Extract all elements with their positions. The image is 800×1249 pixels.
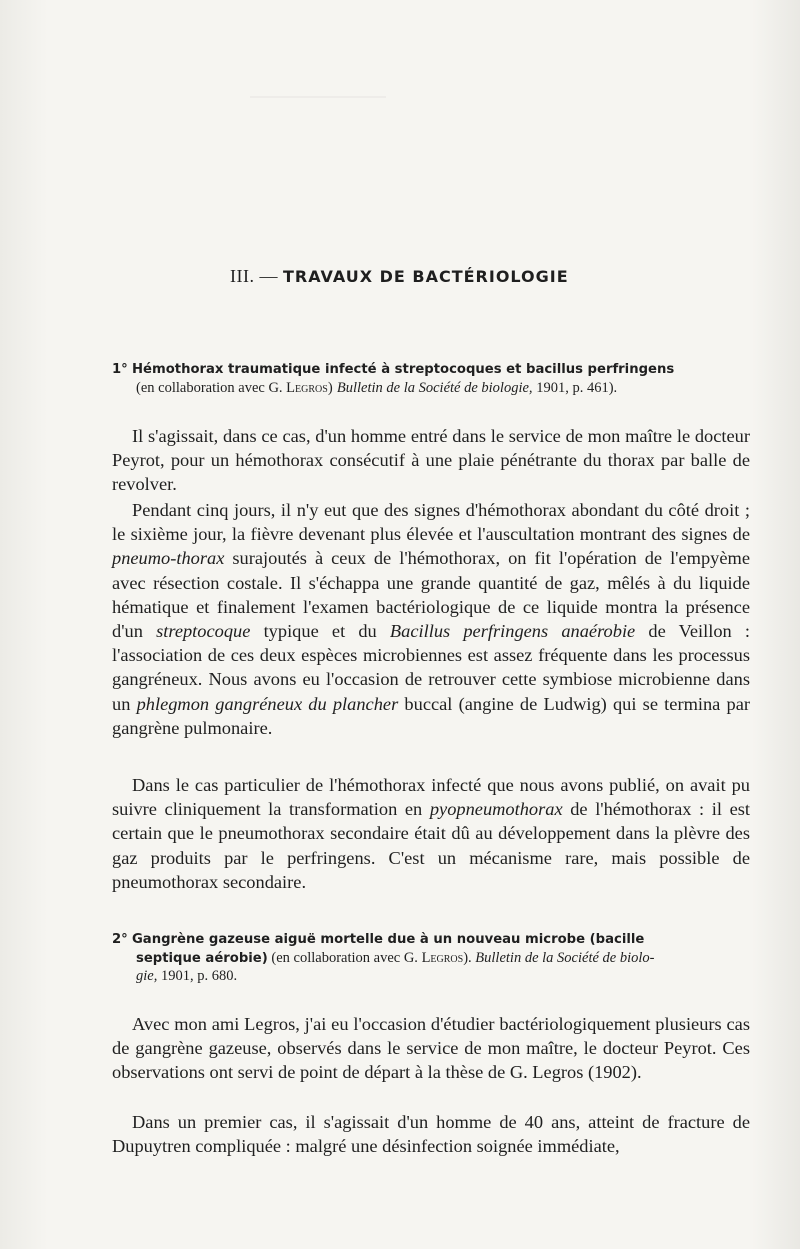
entry-1-collab-suffix: ) [327, 380, 333, 396]
entry-1-collab-prefix: (en collaboration avec G. [136, 380, 287, 396]
p2-text-e: typique et du [250, 621, 390, 642]
entry-2-paragraph-1 [112, 1012, 750, 1085]
entry-2-heading-line-2 [136, 950, 654, 967]
entry-1-paragraph-1-text: Il s'agissait, dans ce cas, d'un homme entré dans le service de mon maître le docteur Peyrot, pour un hémothorax consécutif à une plaie pénétrante du thorax par balle de revolver. [112, 426, 750, 495]
entry-1-title: Hémothorax traumatique infecté à streptocoques et bacillus perfringens [131, 362, 675, 377]
entry-1-ref: 1901, p. 461). [532, 380, 618, 396]
entry-1-paragraph-1 [112, 424, 750, 497]
entry-1-journal: Bulletin de la Société de biologie, [336, 380, 533, 396]
entry-2-heading-line-3 [136, 968, 237, 985]
section-heading [230, 266, 569, 287]
entry-2-collab-name: Legros [421, 950, 464, 966]
entry-1-number: 1° [112, 362, 128, 377]
entry-2-collab-suffix: ). [463, 950, 476, 966]
entry-2-paragraph-2 [112, 1110, 750, 1158]
p2-italic-streptocoque: streptocoque [156, 621, 251, 642]
entry-2-title-line-2: septique aérobie) [136, 951, 268, 966]
entry-1-paragraph-3 [112, 773, 750, 894]
p2-text-g: de Veillon : l'association de ces deux espèces microbiennes est assez fréquente dans les processus gangréneux. Nous avons eu l'occasion de retrouver cette symbiose microbienne dans un [112, 621, 750, 714]
entry-2-paragraph-1-text: Avec mon ami Legros, j'ai eu l'occasion d'étudier bactériologiquement plusieurs cas de gangrène gazeuse, observés dans le service de mon maître, le docteur Peyrot. Ces observations ont servi de point de départ à la thèse de G. Legros (1902). [112, 1014, 750, 1083]
p2-italic-pneumothorax: pneumo-thorax [112, 548, 225, 569]
p2-text-c: surajoutés à ceux de l'hémothorax, on fit l'opération de l'empyème avec résection costale. Il s'échappa une grande quantité de gaz, mêlés à du liquide hématique et finalement l'examen bactériologique de ce liquide montra la présence d'un [112, 548, 750, 642]
entry-2-journal-line-1: Bulletin de la Société de biolo- [475, 950, 655, 966]
p2-italic-bacillus: Bacillus perfringens anaérobie [389, 621, 636, 642]
p2-text-a: Pendant cinq jours, il n'y eut que des signes d'hémothorax abondant du côté droit ; le sixième jour, la fièvre devenant plus élevée et l'auscultation montrant des signes de [112, 500, 750, 545]
entry-1-heading [112, 362, 674, 378]
section-number: III. — [230, 266, 278, 286]
entry-2-ref: 1901, p. 680. [157, 968, 238, 984]
entry-2-title-line-1: Gangrène gazeuse aiguë mortelle due à un nouveau microbe (bacille [131, 932, 645, 947]
entry-1-reference [136, 380, 617, 397]
section-label: TRAVAUX DE BACTÉRIOLOGIE [282, 267, 569, 286]
entry-1-collab-name: Legros [286, 380, 328, 396]
p3-italic-pyopneumothorax: pyopneumothorax [429, 799, 563, 820]
entry-2-heading [112, 932, 644, 948]
entry-2-number: 2° [112, 932, 128, 947]
p3-text-c: de l'hémothorax : il est certain que le pneumothorax secondaire était dû au développement dans la plèvre des gaz produits par le perfringens. C'est un mécanisme rare, mais possible de pneumothorax secondaire. [112, 799, 750, 892]
show-through-texture: ⎯⎯⎯⎯⎯⎯⎯⎯⎯⎯⎯⎯⎯⎯⎯⎯⎯ [250, 88, 387, 105]
p2-italic-phlegmon: phlegmon gangréneux du plancher [136, 693, 399, 714]
entry-2-paragraph-2-text: Dans un premier cas, il s'agissait d'un homme de 40 ans, atteint de fracture de Dupuytren compliquée : malgré une désinfection soignée immédiate, [112, 1112, 750, 1157]
entry-2-collab-prefix: (en collaboration avec G. [267, 950, 422, 966]
p2-text-i: buccal (angine de Ludwig) qui se termina par gangrène pulmonaire. [112, 693, 751, 738]
p3-text-a: Dans le cas particulier de l'hémothorax infecté que nous avons publié, on avait pu suivre cliniquement la transformation en [112, 775, 750, 820]
entry-2-journal-line-2: gie, [136, 968, 158, 984]
entry-1-paragraph-2 [112, 498, 750, 740]
